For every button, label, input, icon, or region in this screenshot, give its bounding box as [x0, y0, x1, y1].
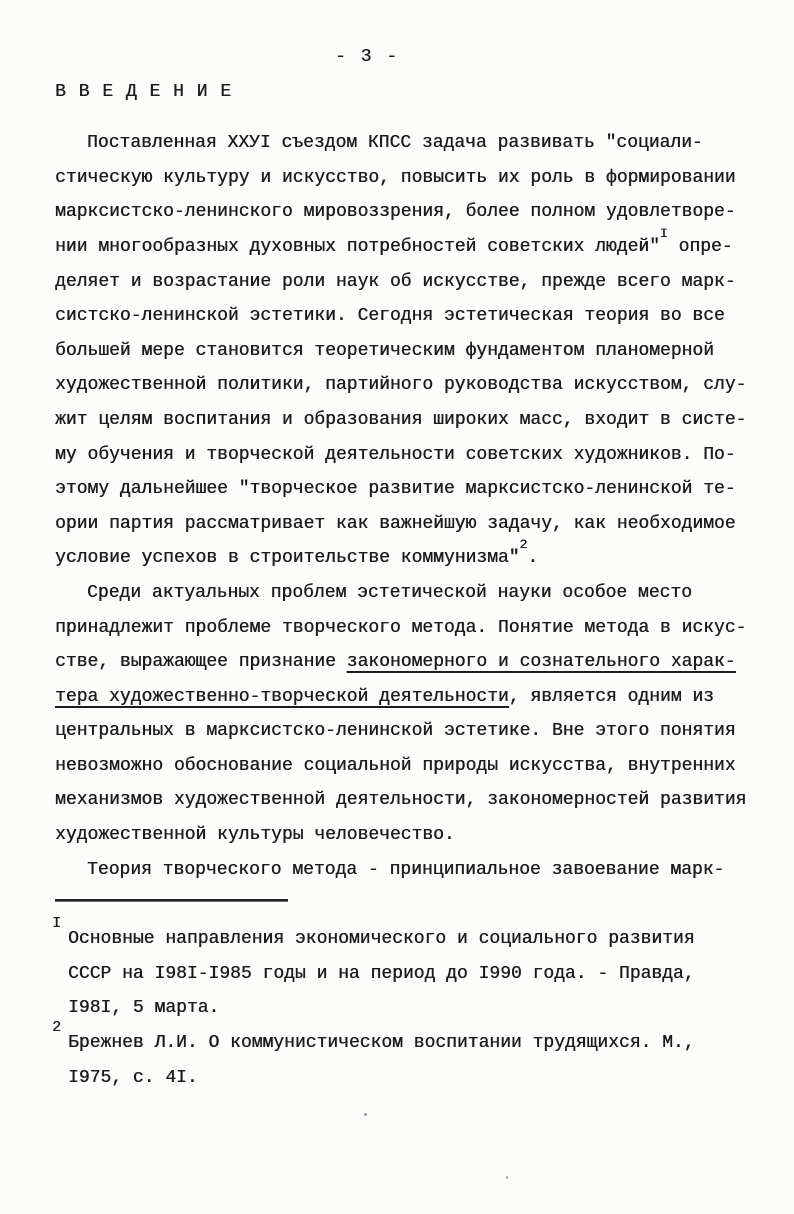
text-line: художественной культуры человечество.	[55, 825, 455, 846]
scan-artifact-dot	[364, 1113, 367, 1116]
text-line	[55, 537, 755, 576]
text-line: I98I, 5 марта.	[68, 998, 220, 1019]
text-segment: нии многообразных духовных потребностей советских людей"	[55, 236, 660, 257]
text-line: стическую культуру и искусство, повысить их роль в формировании	[55, 167, 736, 188]
text-line: I975, с. 4I.	[68, 1067, 198, 1088]
paragraph-2	[55, 576, 755, 853]
text-line: му обучения и творческой деятельности советских художников. По-	[55, 444, 736, 465]
text-line: жит целям воспитания и образования широких масс, входит в систе-	[55, 409, 747, 430]
footnote-marker-1: I	[52, 915, 62, 933]
paragraph-1	[55, 126, 755, 576]
text-line: механизмов художественной деятельности, закономерностей развития	[55, 790, 747, 811]
text-line: Теория творческого метода - принципиальное завоевание марк-	[87, 859, 725, 880]
footnotes	[52, 915, 755, 1095]
text-line: СССР на I98I-I985 годы и на период до I990 года. - Правда,	[68, 963, 695, 984]
text-line: Брежнев Л.И. О коммунистическом воспитании трудящихся. М.,	[68, 1033, 695, 1054]
text-segment: .	[527, 548, 539, 569]
text-line: невозможно обоснование социальной природы искусства, внутренних	[55, 755, 736, 776]
section-heading: В В Е Д Е Н И Е	[55, 81, 233, 102]
footnote-separator	[55, 899, 288, 902]
underlined-text: тера художественно-творческой деятельности	[55, 686, 509, 707]
text-line: ории партия рассматривает как важнейшую задачу, как необходимое	[55, 513, 736, 534]
text-line: этому дальнейшее "творческое развитие марксистско-ленинской те-	[55, 479, 736, 500]
footnote-ref-2: 2	[519, 537, 528, 553]
paragraph-3	[55, 853, 755, 888]
text-segment: опре-	[667, 236, 733, 257]
text-line: принадлежит проблеме творческого метода. Понятие метода в искус-	[55, 617, 747, 638]
text-line	[55, 225, 755, 265]
text-line: Основные направления экономического и социального развития	[68, 929, 695, 950]
text-line: центральных в марксистско-ленинской эстетике. Вне этого понятия	[55, 721, 736, 742]
footnote-2	[52, 1019, 755, 1095]
text-line: большей мере становится теоретическим фундаментом планомерной	[55, 340, 714, 361]
text-segment: условие успехов в строительстве коммунизма"	[55, 548, 520, 569]
text-line: систско-ленинской эстетики. Сегодня эстетическая теория во все	[55, 306, 725, 327]
text-line: Среди актуальных проблем эстетической науки особое место	[87, 582, 692, 603]
scan-artifact-dot	[506, 1176, 508, 1179]
text-line	[55, 645, 755, 680]
text-line: Поставленная ХХУІ съездом КПСС задача развивать "социали-	[87, 133, 703, 154]
footnote-ref-1: I	[659, 225, 668, 241]
text-segment: стве, выражающее признание	[55, 652, 347, 673]
text-segment: , является одним из	[508, 686, 714, 707]
page-number: - 3 -	[334, 47, 399, 67]
text-line: художественной политики, партийного руководства искусством, слу-	[55, 375, 747, 396]
text-line: деляет и возрастание роли наук об искусстве, прежде всего марк-	[55, 271, 736, 292]
underlined-text: закономерного и сознательного харак-	[346, 652, 736, 673]
text-line: марксистско-ленинского мировоззрения, более полном удовлетворе-	[55, 202, 736, 223]
footnote-marker-2: 2	[52, 1019, 62, 1037]
text-line	[55, 680, 755, 715]
page-content	[52, 40, 755, 1095]
footnote-1	[52, 915, 755, 1026]
